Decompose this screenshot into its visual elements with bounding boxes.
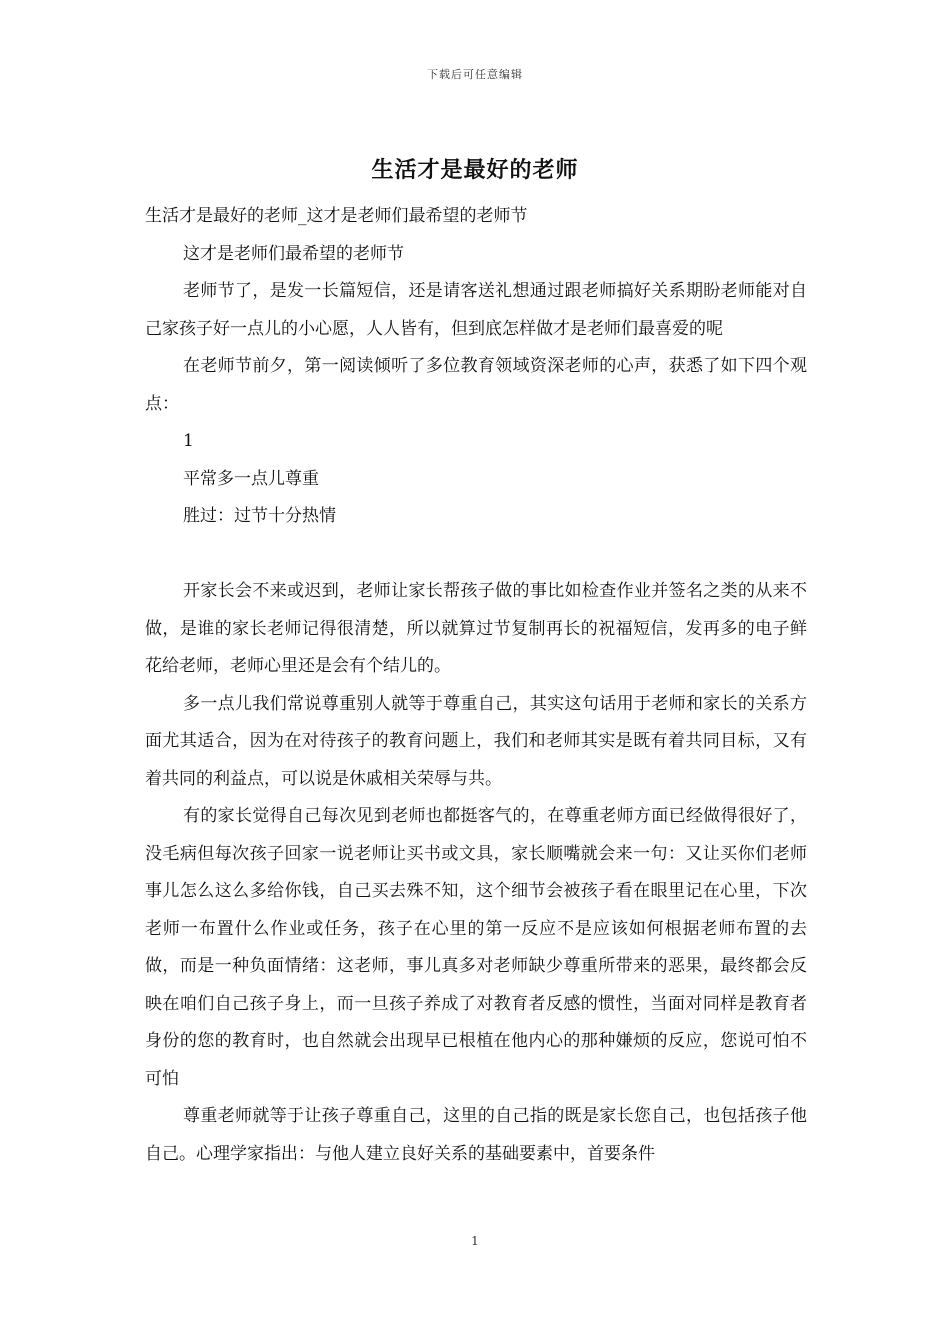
body-paragraph: 尊重老师就等于让孩子尊重自己，这里的自己指的既是家长您自己，也包括孩子他自己。心理学家指出：与他人建立良好关系的基础要素中，首要条件 (145, 1106, 807, 1164)
section-heading: 平常多一点儿尊重 (183, 468, 319, 489)
body-paragraph: 开家长会不来或迟到，老师让家长帮孩子做的事比如检查作业并签名之类的从来不做，是谁的家长老师记得很清楚，所以就算过节复制再长的祝福短信，发再多的电子鲜花给老师，老师心里还是会有个结儿的。 (145, 581, 807, 676)
document-title: 生活才是最好的老师 (371, 157, 579, 183)
body-paragraph: 老师节了，是发一长篇短信，还是请客送礼想通过跟老师搞好关系期盼老师能对自己家孩子好一点儿的小心愿，人人皆有，但到底怎样做才是老师们最喜爱的呢 (145, 281, 807, 339)
header-note: 下载后可任意编辑 (427, 68, 523, 81)
body-paragraph: 这才是老师们最希望的老师节 (183, 243, 404, 264)
blank-line (145, 536, 807, 574)
section-subheading: 胜过：过节十分热情 (183, 506, 336, 526)
page-number: 1 (471, 1234, 479, 1248)
body-paragraph: 多一点儿我们常说尊重别人就等于尊重自己，其实这句话用于老师和家长的关系方面尤其适合，因为在对待孩子的教育问题上，我们和老师其实是既有着共同目标，又有着共同的利益点，可以说是休戚相关荣辱与共。 (145, 693, 807, 789)
subtitle-paragraph: 生活才是最好的老师_这才是老师们最希望的老师节 (145, 206, 528, 226)
document-body (145, 198, 807, 1173)
section-number: 1 (183, 431, 194, 451)
body-paragraph: 有的家长觉得自己每次见到老师也都挺客气的，在尊重老师方面已经做得很好了，没毛病但每次孩子回家一说老师让买书或文具，家长顺嘴就会来一句：又让买你们老师事儿怎么这么多给你钱，自己买去殊不知，这个细节会被孩子看在眼里记在心里，下次老师一布置什么作业或任务，孩子在心里的第一反应不是应该如何根据老师布置的去做，而是一种负面情绪：这老师，事儿真多对老师缺少尊重所带来的恶果，最终都会反映在咱们自己孩子身上，而一旦孩子养成了对教育者反感的惯性，当面对同样是教育者身份的您的教育时，也自然就会出现早已根植在他内心的那种嫌烦的反应，您说可怕不可怕 (145, 806, 807, 1089)
body-paragraph: 在老师节前夕，第一阅读倾听了多位教育领域资深老师的心声，获悉了如下四个观点： (145, 356, 807, 414)
